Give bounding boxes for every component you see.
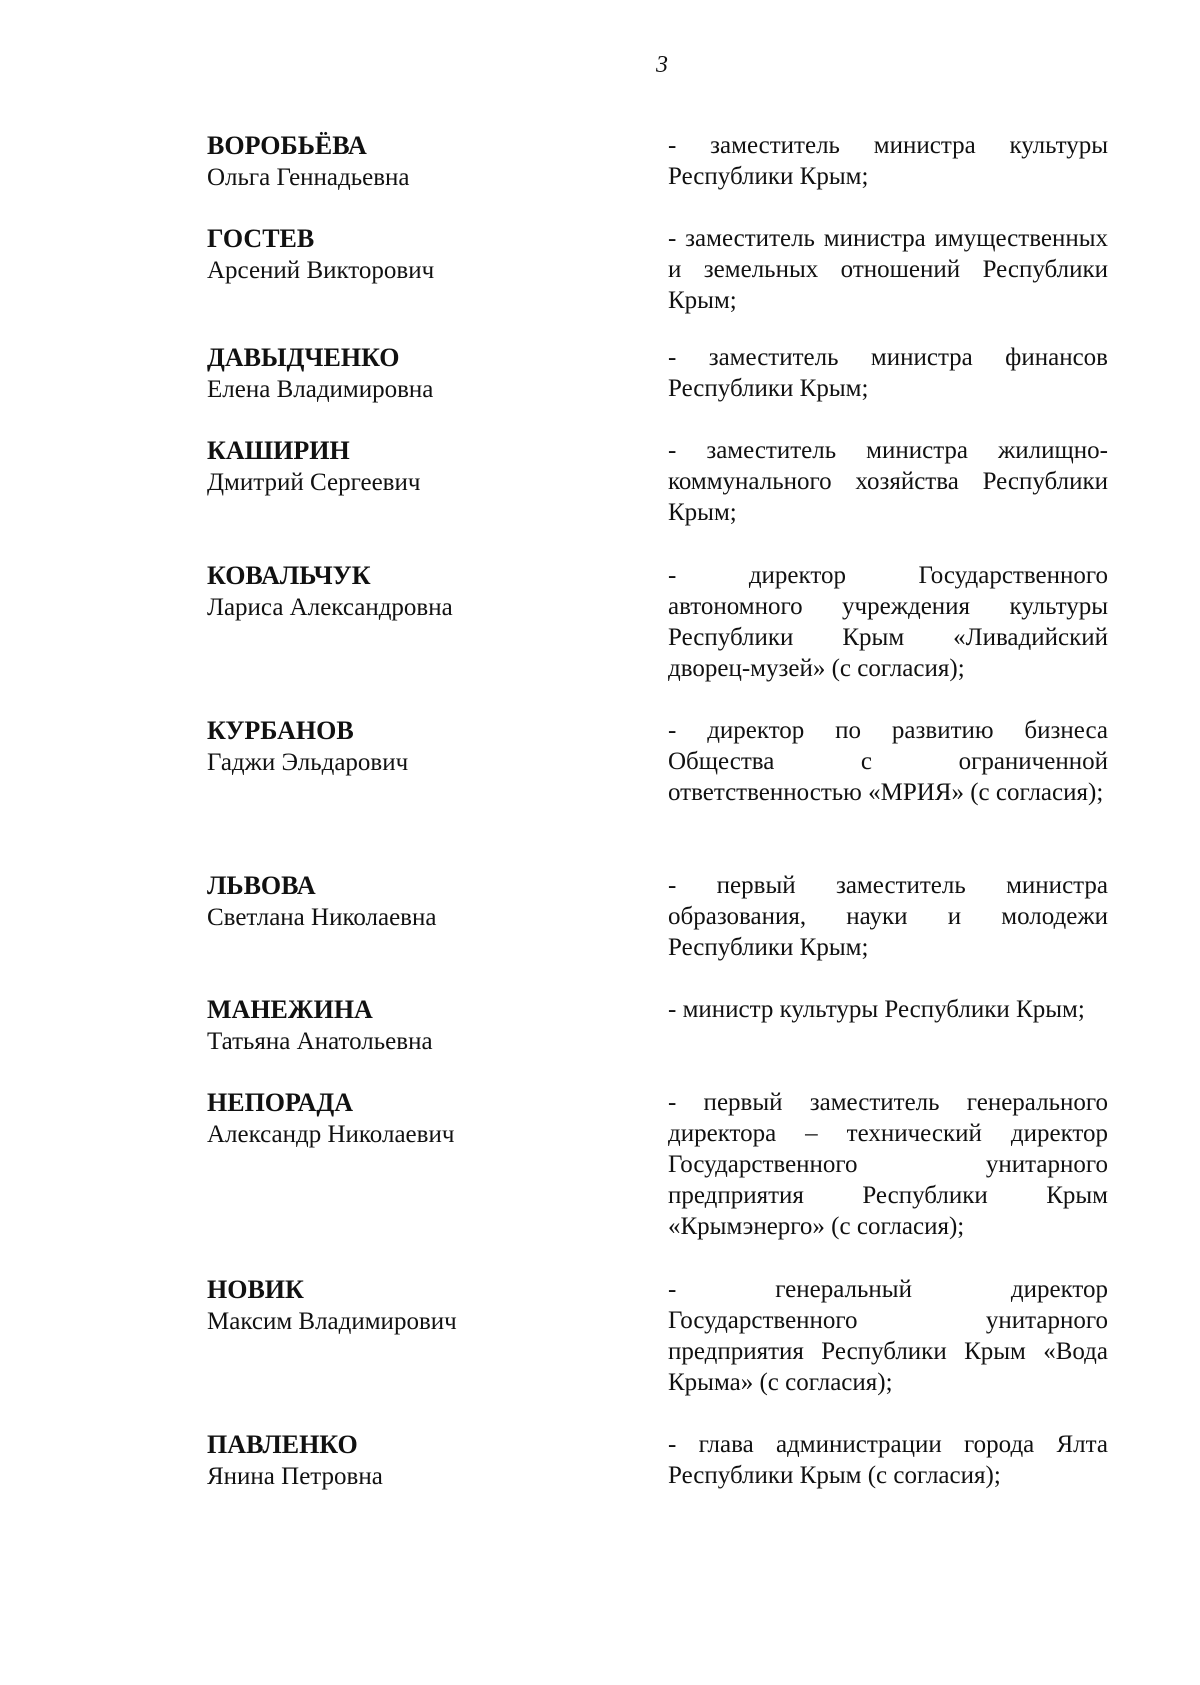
member-given-names: Максим Владимирович [207,1308,457,1335]
member-name [207,342,587,405]
member-role: - первый заместитель генерального директора – технический директор Государственного унитарного предприятия Республики Крым «Крымэнерго» (с согласия); [668,1089,1108,1240]
member-role: - министр культуры Республики Крым; [668,996,1085,1023]
member-role: - глава администрации города Ялта Республики Крым (с согласия); [668,1431,1108,1489]
member-role: - директор по развитию бизнеса Общества с ограниченной ответственностью «МРИЯ» (с согласия); [668,717,1108,806]
member-surname: КАШИРИН [207,436,350,465]
member-surname: НЕПОРАДА [207,1088,354,1117]
member-given-names: Янина Петровна [207,1463,383,1490]
member-given-names: Гаджи Эльдарович [207,749,409,776]
member-given-names: Ольга Геннадьевна [207,164,410,191]
member-role: - заместитель министра культуры Республики Крым; [668,132,1108,190]
member-given-names: Лариса Александровна [207,594,453,621]
member-surname: КОВАЛЬЧУК [207,561,371,590]
member-name [207,435,587,498]
member-name [207,560,587,623]
member-name [207,130,587,193]
member-surname: ДАВЫДЧЕНКО [207,343,400,372]
member-name [207,1429,587,1492]
member-surname: ГОСТЕВ [207,224,315,253]
member-surname: МАНЕЖИНА [207,995,373,1024]
member-surname: НОВИК [207,1275,304,1304]
member-name [207,870,587,933]
member-name [207,715,587,778]
member-role: - директор Государственного автономного учреждения культуры Республики Крым «Ливадийский дворец-музей» (с согласия); [668,562,1108,682]
member-given-names: Арсений Викторович [207,257,435,284]
member-surname: ЛЬВОВА [207,871,316,900]
member-given-names: Светлана Николаевна [207,904,437,931]
page-number: 3 [656,52,668,78]
member-role: - заместитель министра финансов Республики Крым; [668,344,1108,402]
member-role: - первый заместитель министра образования, науки и молодежи Республики Крым; [668,872,1108,961]
member-role: - заместитель министра жилищно-коммунального хозяйства Республики Крым; [668,437,1108,526]
member-role: - заместитель министра имущественных и земельных отношений Республики Крым; [668,225,1108,314]
member-given-names: Татьяна Анатольевна [207,1028,433,1055]
member-name [207,1274,587,1337]
member-given-names: Александр Николаевич [207,1121,455,1148]
member-surname: ВОРОБЬЁВА [207,131,367,160]
member-given-names: Елена Владимировна [207,376,434,403]
member-surname: КУРБАНОВ [207,716,354,745]
member-surname: ПАВЛЕНКО [207,1430,358,1459]
member-name [207,223,587,286]
member-given-names: Дмитрий Сергеевич [207,469,421,496]
member-name [207,994,587,1057]
member-role: - генеральный директор Государственного унитарного предприятия Республики Крым «Вода Крыма» (с согласия); [668,1276,1108,1396]
member-name [207,1087,587,1150]
